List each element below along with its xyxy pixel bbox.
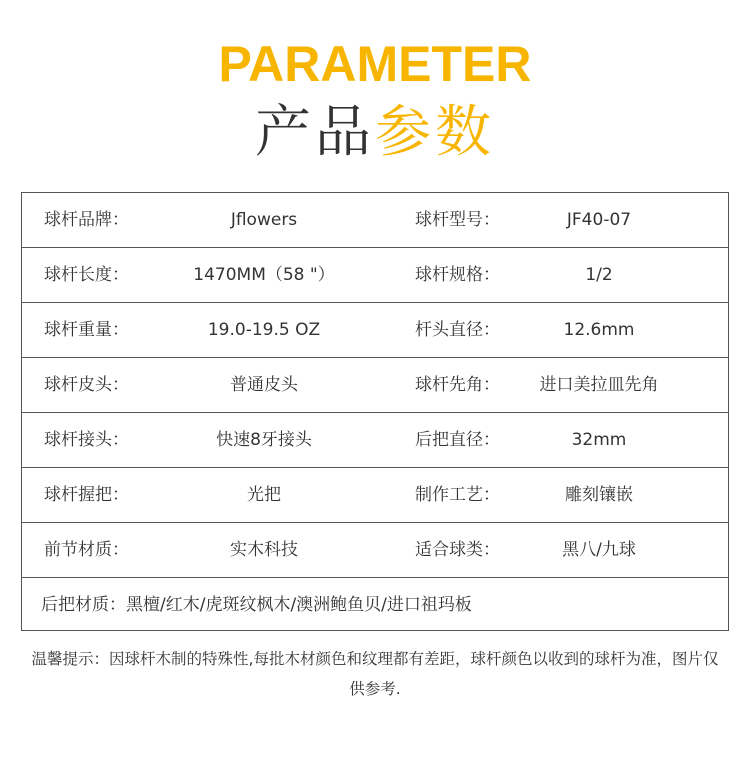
notice-text: 温馨提示：因球杆木制的特殊性,每批木材颜色和纹理都有差距，球杆颜色以收到的球杆为准，图片仅供参考. [31,650,719,698]
param-label: 球杆规格： [415,265,500,285]
table-row [22,248,728,303]
param-label: 球杆长度： [44,265,129,285]
title-chinese-part1: 产品 [255,100,375,165]
param-label: 球杆品牌： [44,210,129,230]
param-full-text: 后把材质：黑檀/红木/虎斑纹枫木/澳洲鲍鱼贝/进口祖玛板 [41,595,472,615]
param-value: Jflowers [230,210,298,230]
param-label: 球杆重量： [44,320,129,340]
param-value: 1/2 [585,265,613,285]
table-row [22,468,728,523]
param-value: 实木科技 [230,540,298,560]
param-label: 球杆接头： [44,430,129,450]
param-label: 球杆先角： [415,375,500,395]
param-value: 32mm [571,430,627,450]
param-label: 制作工艺： [415,485,500,505]
param-value: 普通皮头 [230,375,298,395]
param-label: 后把直径： [415,430,500,450]
param-value: 进口美拉皿先角 [539,375,659,395]
param-label: 杆头直径： [415,320,500,340]
table-row [22,193,728,248]
title-chinese-part2: 参数 [375,100,495,165]
table-row [22,413,728,468]
param-value: 快速8牙接头 [216,430,312,450]
table-row-full [22,578,728,633]
parameter-table [21,192,729,631]
param-value: 光把 [247,485,281,505]
param-value: 1470MM（58 "） [193,265,335,285]
param-value: JF40-07 [566,210,632,230]
param-label: 球杆皮头： [44,375,129,395]
table-row [22,523,728,578]
param-label: 球杆型号： [415,210,500,230]
param-value: 12.6mm [563,320,635,340]
table-row [22,303,728,358]
param-label: 球杆握把： [44,485,129,505]
table-row [22,358,728,413]
title-chinese [0,100,750,166]
param-value: 19.0-19.5 OZ [207,320,321,340]
param-value: 黑八/九球 [562,540,636,560]
param-label: 前节材质： [44,540,129,560]
title-english: PARAMETER [218,36,532,92]
param-value: 雕刻镶嵌 [565,485,633,505]
param-label: 适合球类： [415,540,500,560]
